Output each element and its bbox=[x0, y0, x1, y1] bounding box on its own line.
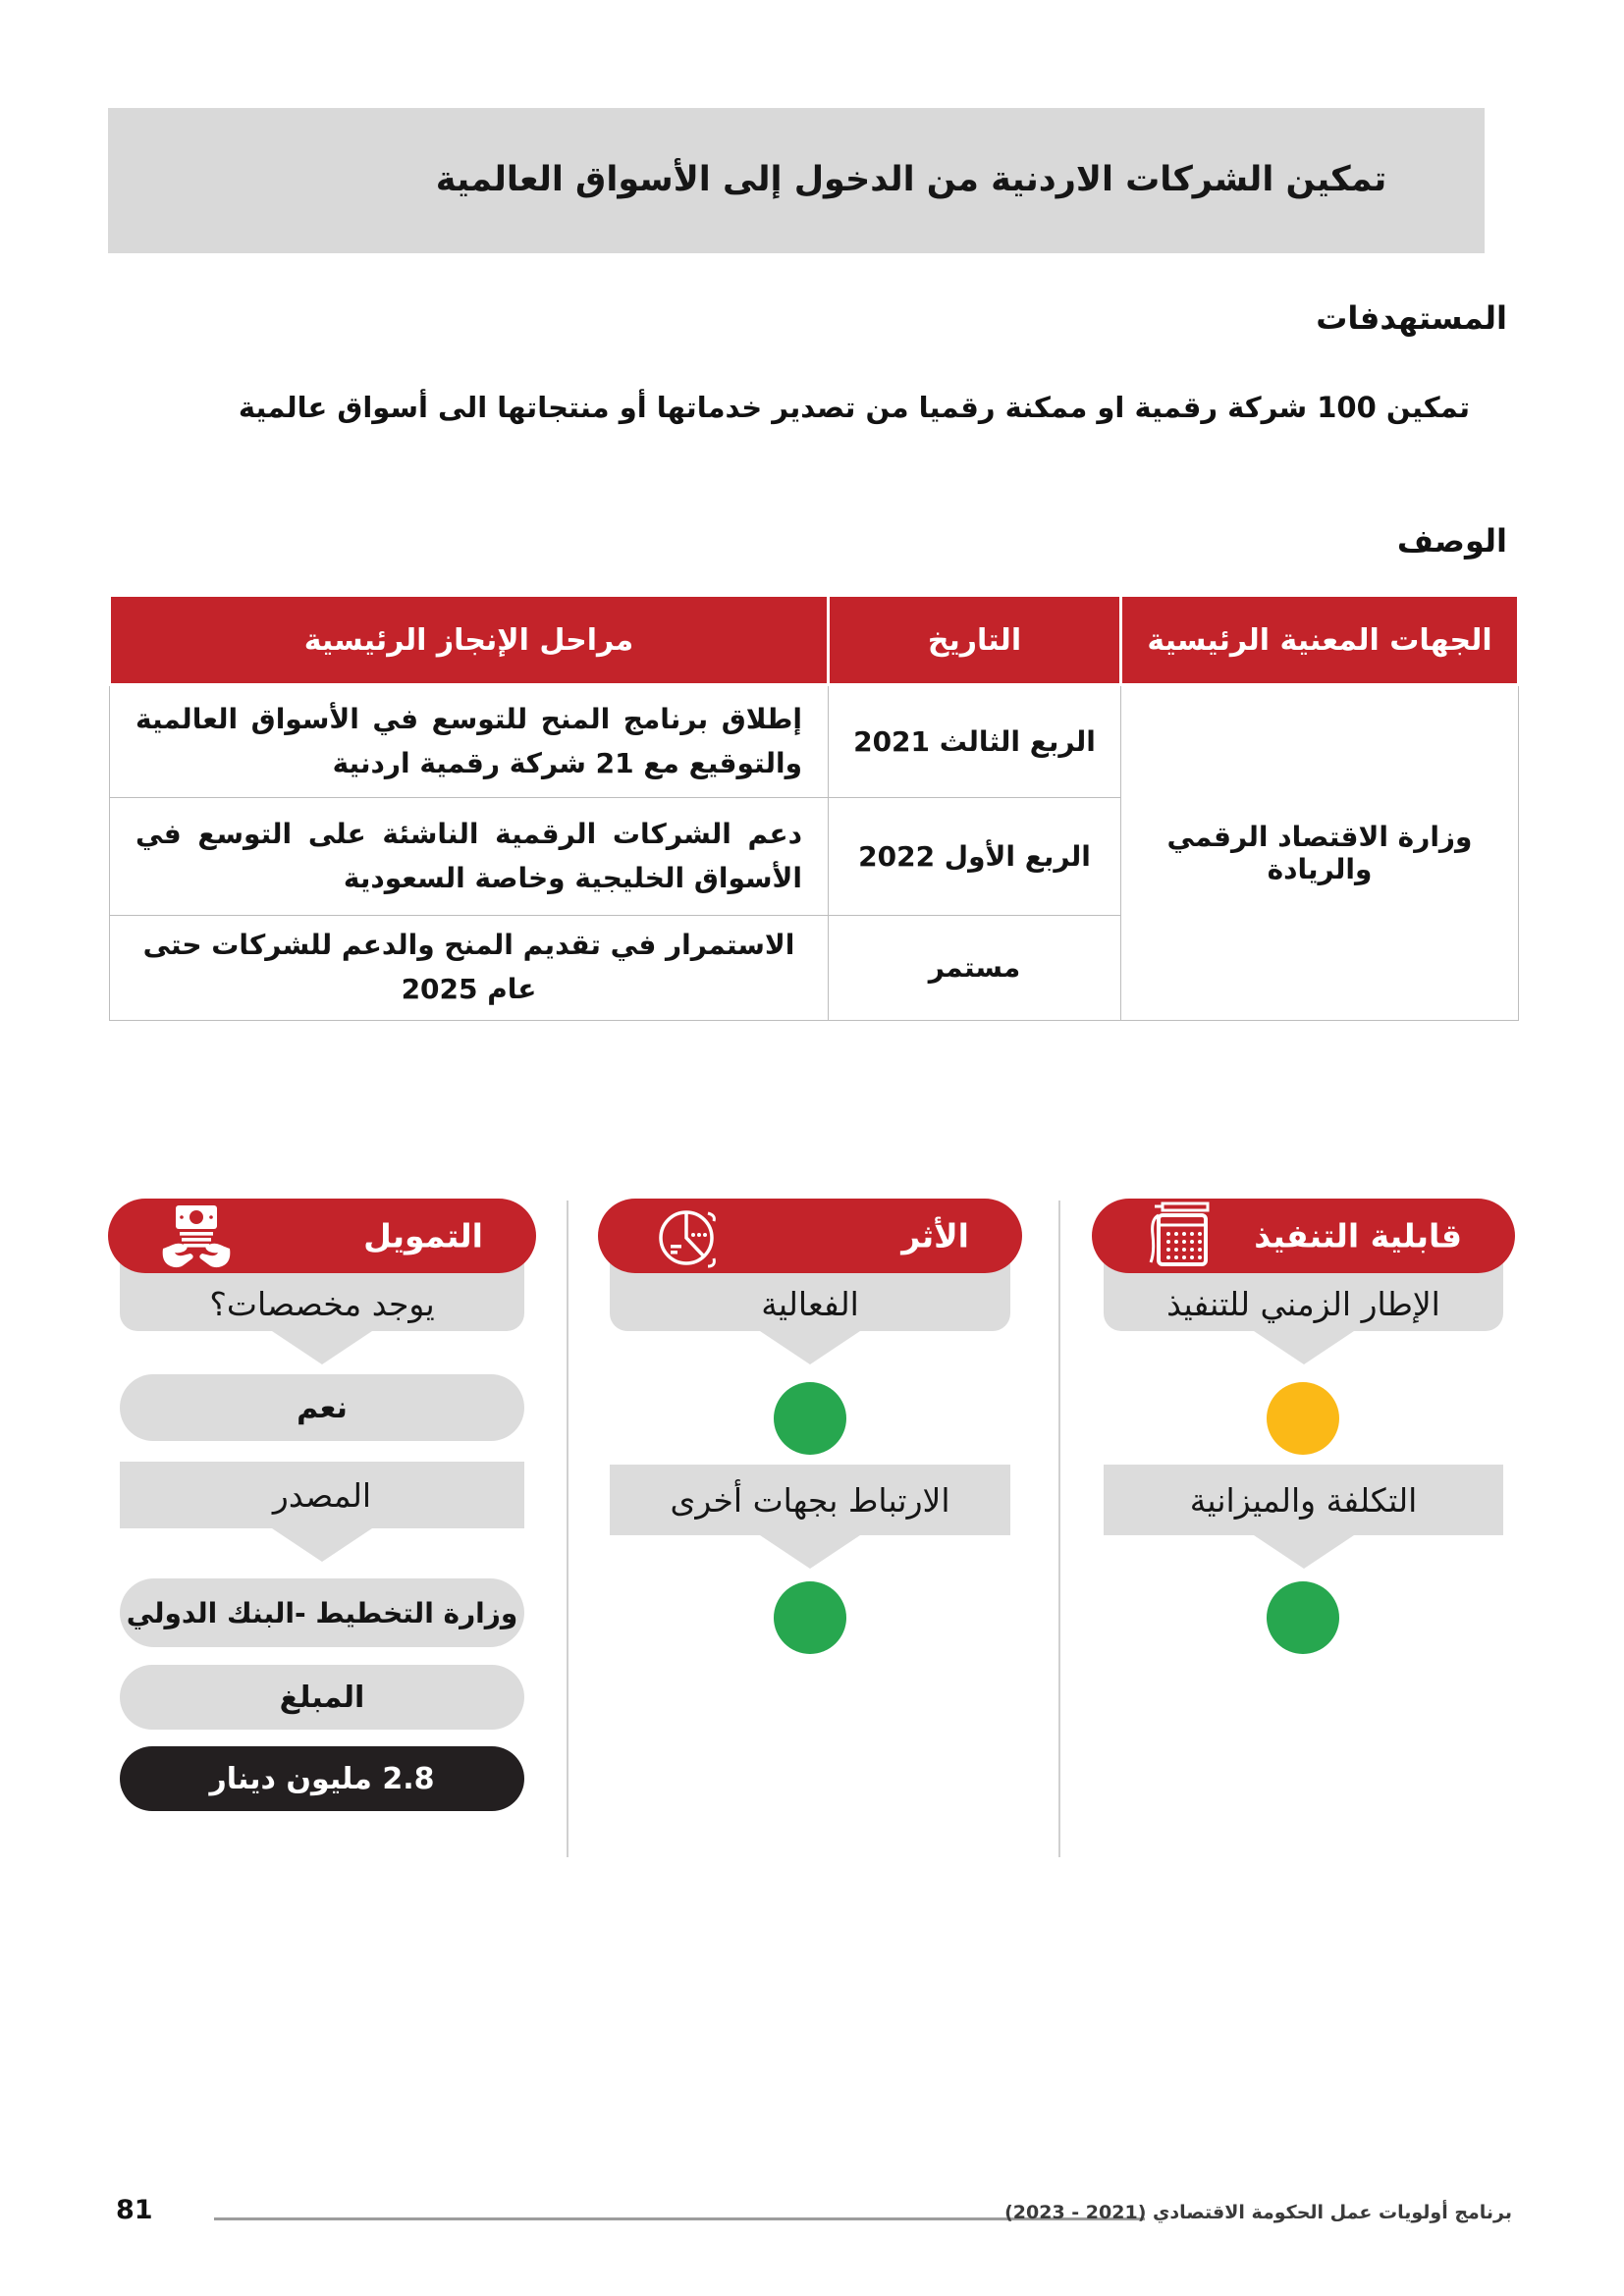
date-cell: مستمر bbox=[829, 916, 1121, 1021]
col-header-milestones: مراحل الإنجاز الرئيسية bbox=[110, 596, 829, 685]
milestone-cell: إطلاق برنامج المنح للتوسع في الأسواق العالمية والتوقيع مع 21 شركة رقمية اردنية bbox=[110, 685, 829, 798]
impact-effectiveness-status-green bbox=[774, 1382, 846, 1455]
pie-chart-icon bbox=[649, 1201, 724, 1270]
title-banner bbox=[108, 108, 1485, 253]
col-header-date: التاريخ bbox=[829, 596, 1121, 685]
funding-source-label: المصدر bbox=[272, 1475, 372, 1515]
targets-heading: المستهدفات bbox=[1316, 299, 1507, 337]
description-heading: الوصف bbox=[1396, 522, 1507, 560]
calendar-icon bbox=[1143, 1201, 1218, 1270]
impact-effectiveness-label: الفعالية bbox=[761, 1284, 859, 1323]
tab-pointer bbox=[1251, 1329, 1357, 1364]
table-header-row bbox=[110, 596, 1519, 685]
impact-linkage-label: الارتباط بجهات أخرى bbox=[670, 1480, 950, 1520]
milestone-cell: دعم الشركات الرقمية الناشئة على التوسع في الأسواق الخليجية وخاصة السعودية bbox=[110, 798, 829, 916]
page-number: 81 bbox=[116, 2195, 153, 2225]
tab-pointer bbox=[269, 1526, 375, 1562]
milestones-table bbox=[108, 594, 1520, 1021]
tab-pointer bbox=[757, 1533, 863, 1569]
feasibility-timeline-label: الإطار الزمني للتنفيذ bbox=[1166, 1284, 1440, 1323]
page-title: تمكين الشركات الاردنية من الدخول إلى الأسواق العالمية bbox=[435, 160, 1387, 200]
feasibility-timeline-status-yellow bbox=[1267, 1382, 1339, 1455]
impact-pillar-title: الأثر bbox=[901, 1216, 969, 1255]
tab-pointer bbox=[757, 1329, 863, 1364]
date-cell: الربع الثالث 2021 bbox=[829, 685, 1121, 798]
impact-pillar-header bbox=[598, 1199, 1022, 1273]
feasibility-pillar-title: قابلية التنفيذ bbox=[1254, 1216, 1462, 1255]
tab-pointer bbox=[269, 1329, 375, 1364]
funding-allocations-label: يوجد مخصصات؟ bbox=[209, 1284, 435, 1323]
footer-text: برنامج أولويات عمل الحكومة الاقتصادي (2021 - 2023) bbox=[1004, 2202, 1512, 2223]
funding-pillar-title: التمويل bbox=[363, 1216, 483, 1255]
milestone-cell: الاستمرار في تقديم المنح والدعم للشركات حتى عام 2025 bbox=[110, 916, 829, 1021]
impact-linkage-tab bbox=[610, 1465, 1010, 1535]
impact-linkage-status-green bbox=[774, 1581, 846, 1654]
pillar-divider bbox=[1058, 1201, 1060, 1857]
targets-text: تمكين 100 شركة رقمية او ممكنة رقميا من تصدير خدماتها أو منتجاتها الى أسواق عالمية bbox=[238, 391, 1470, 424]
tab-pointer bbox=[1251, 1533, 1357, 1569]
hands-money-icon bbox=[159, 1201, 234, 1270]
feasibility-cost-status-green bbox=[1267, 1581, 1339, 1654]
feasibility-cost-label: التكلفة والميزانية bbox=[1189, 1480, 1418, 1520]
funding-allocations-answer: نعم bbox=[120, 1374, 524, 1441]
funding-source-answer: وزارة التخطيط -البنك الدولي bbox=[120, 1578, 524, 1647]
date-cell: الربع الأول 2022 bbox=[829, 798, 1121, 916]
funding-source-tab bbox=[120, 1462, 524, 1528]
funding-pillar-header bbox=[108, 1199, 536, 1273]
col-header-agencies: الجهات المعنية الرئيسية bbox=[1121, 596, 1519, 685]
funding-amount-label: المبلغ bbox=[120, 1665, 524, 1730]
feasibility-pillar-header bbox=[1092, 1199, 1515, 1273]
feasibility-cost-tab bbox=[1104, 1465, 1503, 1535]
pillar-divider bbox=[567, 1201, 568, 1857]
agency-cell: وزارة الاقتصاد الرقمي والريادة bbox=[1121, 685, 1519, 1021]
funding-amount-value: 2.8 مليون دينار bbox=[120, 1746, 524, 1811]
table-row bbox=[110, 685, 1519, 798]
